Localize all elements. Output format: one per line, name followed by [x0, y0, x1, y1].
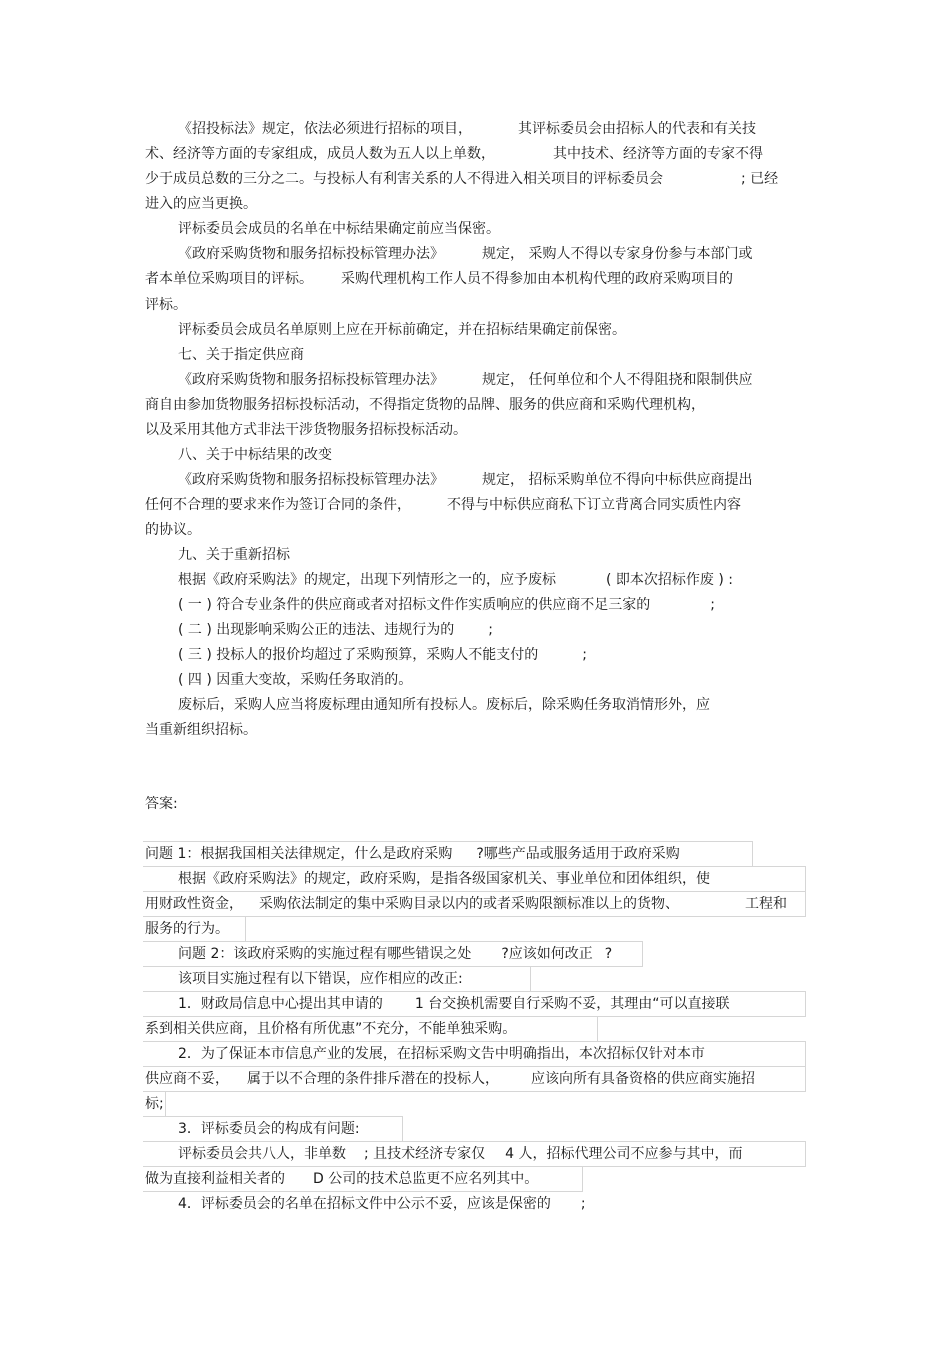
text-segment: ; [580, 1196, 586, 1212]
text-line [145, 1095, 164, 1113]
text-line [178, 471, 752, 489]
text-segment: ; 且技术经济专家仅 [364, 1146, 486, 1162]
text-line [178, 646, 587, 664]
text-segment: ?哪些产品或服务适用于政府采购 [476, 846, 680, 862]
text-line [145, 721, 257, 739]
text-line [178, 245, 752, 263]
text-segment: ; 已经 [741, 171, 779, 187]
text-segment: ( 四 ) 因重大变故，采购任务取消的。 [178, 672, 413, 688]
text-segment: 问题 1：根据我国相关法律规定，什么是政府采购 [145, 846, 453, 862]
text-line [145, 1070, 755, 1088]
text-line [178, 596, 715, 614]
text-segment: 废标后，采购人应当将废标理由通知所有投标人。废标后，除采购任务取消情形外，应 [178, 697, 710, 713]
text-segment: 根据《政府采购法》的规定，政府采购，是指各级国家机关、事业单位和团体组织，使 [178, 871, 710, 887]
text-line [178, 371, 752, 389]
text-line [178, 995, 730, 1013]
text-segment: D 公司的技术总监更不应名列其中。 [313, 1171, 539, 1187]
text-line [178, 1120, 360, 1138]
text-segment: 做为直接利益相关者的 [145, 1171, 285, 1187]
text-segment: 供应商不妥， [145, 1071, 229, 1087]
text-segment: 八、关于中标结果的改变 [178, 447, 332, 463]
text-segment: 不得与中标供应商私下订立背离合同实质性内容 [447, 497, 741, 513]
text-line [178, 120, 756, 138]
text-line [178, 1045, 705, 1063]
text-segment: 1．财政局信息中心提出其申请的 [178, 996, 383, 1012]
text-segment: 采购依法制定的集中采购目录以内的或者采购限额标准以上的货物、 [259, 896, 679, 912]
text-segment: 评标委员会共八人，非单数 [178, 1146, 346, 1162]
text-line [178, 346, 304, 364]
text-line [145, 170, 778, 188]
text-segment: ; [488, 622, 493, 638]
text-segment: 属于以不合理的条件排斥潜在的投标人， [247, 1071, 499, 1087]
text-segment: 用财政性资金， [145, 896, 243, 912]
text-segment: ; [710, 597, 715, 613]
text-line [178, 1145, 743, 1163]
text-segment: ?应该如何改正 [501, 946, 593, 962]
text-line [178, 546, 290, 564]
text-line [178, 970, 463, 988]
text-segment: 的协议。 [145, 522, 201, 538]
text-segment: 1 台交换机需要自行采购不妥，其理由“可以直接联 [414, 996, 730, 1012]
text-line [145, 496, 741, 514]
text-segment: 系到相关供应商，且价格有所优惠”不充分，不能单独采购。 [145, 1021, 517, 1037]
text-segment: 问题 2：该政府采购的实施过程有哪些错误之处 [178, 946, 472, 962]
text-segment: 规定， 任何单位和个人不得阻挠和限制供应 [482, 372, 753, 388]
text-segment: 评标委员会成员的名单在中标结果确定前应当保密。 [178, 221, 500, 237]
text-segment: 少于成员总数的三分之二。与投标人有利害关系的人不得进入相关项目的评标委员会 [145, 171, 663, 187]
text-line [178, 1195, 586, 1213]
text-segment: 《招投标法》规定，依法必须进行招标的项目， [178, 121, 472, 137]
text-line [178, 945, 612, 963]
text-segment: 工程和 [745, 896, 787, 912]
text-line [178, 621, 493, 639]
text-line [178, 870, 710, 888]
text-line [145, 521, 201, 539]
text-segment: ( 二 ) 出现影响采购公正的违法、违规行为的 [178, 622, 455, 638]
text-line [178, 321, 626, 339]
text-segment: 其中技术、经济等方面的专家不得 [553, 146, 763, 162]
text-segment: 者本单位采购项目的评标。 [145, 271, 313, 287]
text-segment: 《政府采购货物和服务招标投标管理办法》 [178, 372, 444, 388]
text-line [178, 671, 412, 689]
text-line [145, 396, 705, 414]
text-segment: 当重新组织招标。 [145, 722, 257, 738]
text-segment: 《政府采购货物和服务招标投标管理办法》 [178, 472, 444, 488]
text-line [145, 270, 733, 288]
text-segment: ( 三 ) 投标人的报价均超过了采购预算，采购人不能支付的 [178, 647, 539, 663]
text-line [178, 446, 332, 464]
text-line [145, 296, 187, 314]
text-segment: 采购代理机构工作人员不得参加由本机构代理的政府采购项目的 [341, 271, 733, 287]
text-segment: 根据《政府采购法》的规定，出现下列情形之一的，应予废标 [178, 572, 556, 588]
text-segment: 该项目实施过程有以下错误，应作相应的改正: [178, 971, 463, 987]
text-segment: 以及采用其他方式非法干涉货物服务招标投标活动。 [145, 422, 467, 438]
text-segment: 七、关于指定供应商 [178, 347, 304, 363]
text-segment: 《政府采购货物和服务招标投标管理办法》 [178, 246, 444, 262]
text-segment: 九、关于重新招标 [178, 547, 290, 563]
text-segment: 规定， 采购人不得以专家身份参与本部门或 [482, 246, 753, 262]
answer-heading: 答案: [145, 796, 178, 812]
text-line [145, 895, 787, 913]
text-segment: ? [604, 946, 613, 962]
text-line [145, 1020, 516, 1038]
text-line [145, 145, 763, 163]
text-segment: 4 人，招标代理公司不应参与其中，而 [505, 1146, 743, 1162]
text-segment: 2．为了保证本市信息产业的发展，在招标采购文告中明确指出，本次招标仅针对本市 [178, 1046, 705, 1062]
text-segment: 术、经济等方面的专家组成，成员人数为五人以上单数， [145, 146, 495, 162]
text-segment: 商自由参加货物服务招标投标活动，不得指定货物的品牌、服务的供应商和采购代理机构， [145, 397, 705, 413]
text-segment: 任何不合理的要求来作为签订合同的条件， [145, 497, 411, 513]
text-line [145, 920, 229, 938]
text-segment: ; [582, 647, 587, 663]
text-segment: 进入的应当更换。 [145, 196, 257, 212]
text-line [145, 195, 257, 213]
text-line [178, 696, 710, 714]
text-segment: ( 即本次招标作废 ) : [606, 572, 733, 588]
text-segment: 标; [145, 1096, 164, 1112]
text-segment: 服务的行为。 [145, 921, 229, 937]
text-line [145, 845, 680, 863]
text-line [145, 1170, 538, 1188]
text-segment: 评标。 [145, 297, 187, 313]
text-segment: ( 一 ) 符合专业条件的供应商或者对招标文件作实质响应的供应商不足三家的 [178, 597, 651, 613]
text-line [178, 220, 500, 238]
text-segment: 评标委员会成员名单原则上应在开标前确定，并在招标结果确定前保密。 [178, 322, 626, 338]
text-segment: 3．评标委员会的构成有问题: [178, 1121, 360, 1137]
text-segment: 规定， 招标采购单位不得向中标供应商提出 [482, 472, 753, 488]
text-segment: 其评标委员会由招标人的代表和有关技 [518, 121, 756, 137]
text-segment: 4．评标委员会的名单在招标文件中公示不妥，应该是保密的 [178, 1196, 551, 1212]
text-line [145, 421, 467, 439]
text-line [178, 571, 733, 589]
text-segment: 应该向所有具备资格的供应商实施招 [531, 1071, 755, 1087]
